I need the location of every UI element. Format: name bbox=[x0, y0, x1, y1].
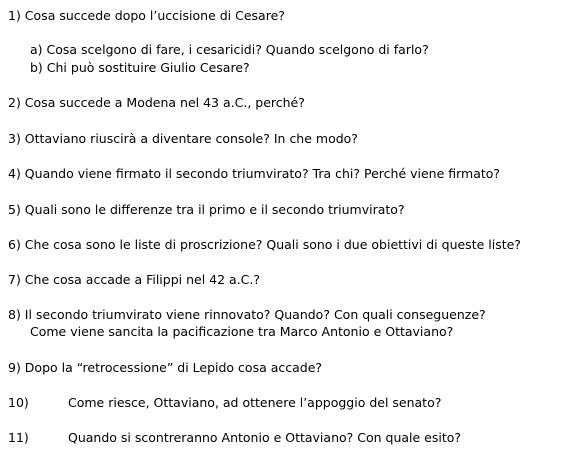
question-1b: b) Chi può sostituire Giulio Cesare? bbox=[30, 60, 250, 75]
question-1a: a) Cosa scelgono di fare, i cesaricidi? Quando scelgono di farlo? bbox=[30, 42, 429, 57]
question-6: 6) Che cosa sono le liste di proscrizione? Quali sono i due obiettivi di queste liste? bbox=[8, 237, 521, 252]
question-10: Come riesce, Ottaviano, ad ottenere l’appoggio del senato? bbox=[68, 395, 442, 410]
question-8: 8) Il secondo triumvirato viene rinnovato? Quando? Con quali conseguenze? bbox=[8, 307, 486, 322]
question-11-number: 11) bbox=[8, 430, 29, 445]
question-5: 5) Quali sono le differenze tra il primo e il secondo triumvirato? bbox=[8, 202, 405, 217]
question-4: 4) Quando viene firmato il secondo triumvirato? Tra chi? Perché viene firmato? bbox=[8, 166, 501, 181]
question-10-number: 10) bbox=[8, 395, 29, 410]
question-2: 2) Cosa succede a Modena nel 43 a.C., perché? bbox=[8, 95, 305, 110]
question-9: 9) Dopo la “retrocessione” di Lepido cosa accade? bbox=[8, 360, 323, 375]
question-7: 7) Che cosa accade a Filippi nel 42 a.C.? bbox=[8, 272, 261, 287]
question-1: 1) Cosa succede dopo l’uccisione di Cesare? bbox=[8, 8, 285, 23]
question-8-continuation: Come viene sancita la pacificazione tra Marco Antonio e Ottaviano? bbox=[30, 324, 454, 339]
question-11: Quando si scontreranno Antonio e Ottaviano? Con quale esito? bbox=[68, 430, 462, 445]
question-3: 3) Ottaviano riuscirà a diventare console? In che modo? bbox=[8, 131, 358, 146]
